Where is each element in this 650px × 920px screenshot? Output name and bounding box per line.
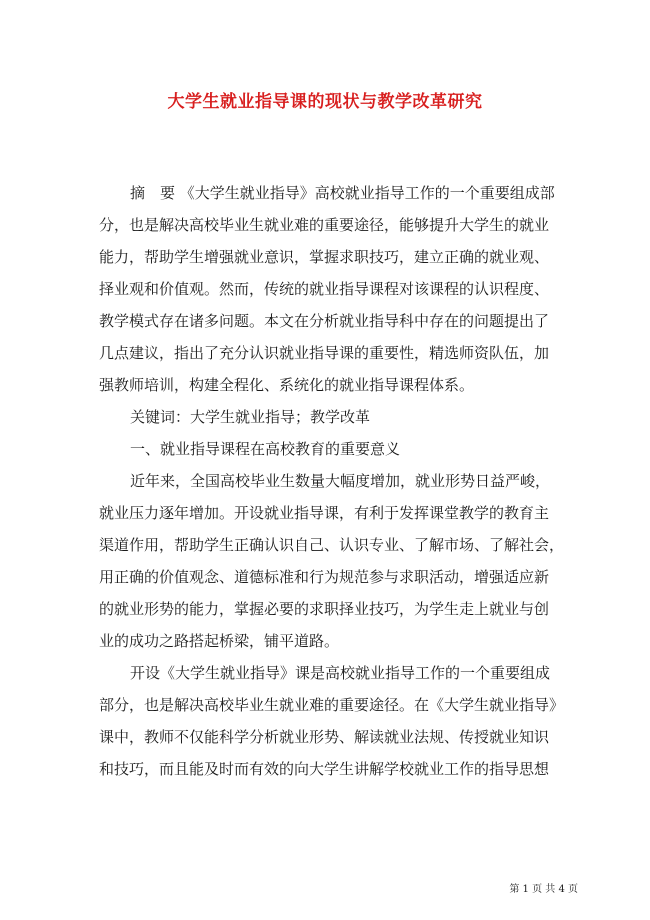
- keywords-line: 关键词：大学生就业指导；教学改革: [130, 408, 371, 426]
- document-body: [99, 177, 571, 785]
- abstract-line-5: 教学模式存在诸多问题。本文在分析就业指导科中存在的问题提出了: [99, 312, 550, 330]
- document-title: 大学生就业指导课的现状与教学改革研究: [167, 92, 483, 112]
- abstract-line-4: 择业观和价值观。然而，传统的就业指导课程对该课程的认识程度、: [99, 280, 550, 298]
- paragraph-2-line-4: 和技巧，而且能及时而有效的向大学生讲解学校就业工作的指导思想: [99, 760, 550, 778]
- paragraph-1-line-5: 的就业形势的能力，掌握必要的求职择业技巧，为学生走上就业与创: [99, 600, 550, 618]
- abstract-line-2: 分，也是解决高校毕业生就业难的重要途径，能够提升大学生的就业: [99, 216, 550, 234]
- paragraph-1-line-3: 渠道作用，帮助学生正确认识自己、认识专业、了解市场、了解社会，: [99, 536, 565, 554]
- paragraph-2-line-3: 课中，教师不仅能科学分析就业形势、解读就业法规、传授就业知识: [99, 728, 550, 746]
- abstract-line-1: 摘 要 《大学生就业指导》高校就业指导工作的一个重要组成部: [130, 184, 555, 202]
- paragraph-1-line-1: 近年来，全国高校毕业生数量大幅度增加，就业形势日益严峻，: [130, 472, 551, 490]
- abstract-line-3: 能力，帮助学生增强就业意识，掌握求职技巧，建立正确的就业观、: [99, 248, 550, 266]
- paragraph-2-line-2: 部分，也是解决高校毕业生就业难的重要途径。在《大学生就业指导》: [99, 696, 565, 714]
- paragraph-1-line-2: 就业压力逐年增加。开设就业指导课，有利于发挥课堂教学的教育主: [99, 504, 550, 522]
- paragraph-1-line-6: 业的成功之路搭起桥梁，铺平道路。: [99, 632, 340, 650]
- abstract-line-6: 几点建议，指出了充分认识就业指导课的重要性，精选师资队伍，加: [99, 344, 550, 362]
- section-heading-1: 一、就业指导课程在高校教育的重要意义: [130, 440, 401, 458]
- paragraph-2-line-1: 开设《大学生就业指导》课是高校就业指导工作的一个重要组成: [130, 664, 551, 682]
- paragraph-1-line-4: 用正确的价值观念、道德标准和行为规范参与求职活动，增强适应新: [99, 568, 550, 586]
- abstract-line-7: 强教师培训，构建全程化、系统化的就业指导课程体系。: [99, 376, 475, 394]
- page-number: 第 1 页 共 4 页: [509, 884, 578, 895]
